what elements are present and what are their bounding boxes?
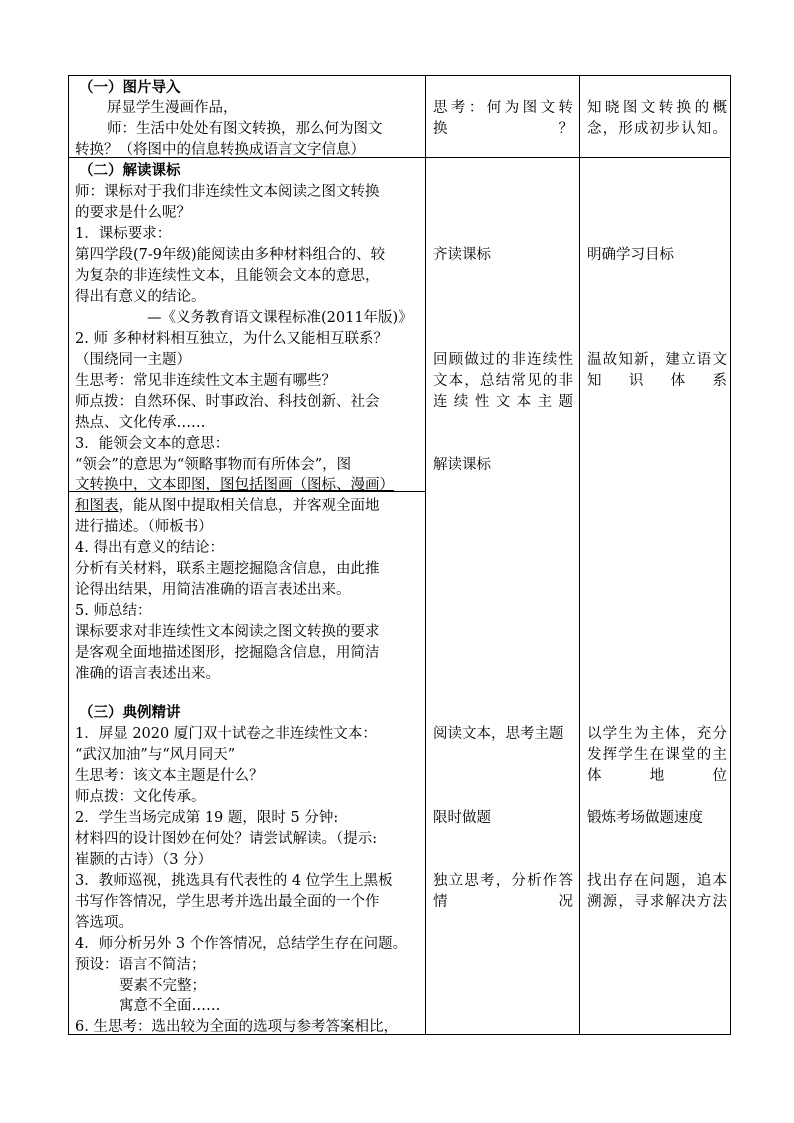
- section-heading: （一）图片导入: [79, 79, 181, 96]
- body-line: 4．师分析另外 3 个作答情况，总结学生存在问题。: [75, 936, 408, 952]
- student-activity: 独立思考，分析作答情况: [433, 873, 573, 910]
- body-line: 师：生活中处处有图文转换，那么何为图文: [107, 121, 383, 137]
- body-line: 为复杂的非连续性文本，且能领会文本的意思，: [75, 268, 380, 284]
- body-line: 屏显学生漫画作品，: [107, 100, 238, 116]
- design-intent: 知晓图文转换的概念，形成初步认知。: [587, 100, 727, 137]
- body-line: “领会”的意思为“领略事物而有所体会”，图: [75, 457, 352, 473]
- body-line: 3．教师巡视，挑选具有代表性的 4 位学生上黑板: [75, 873, 393, 889]
- body-line: 的要求是什么呢？: [75, 205, 191, 221]
- body-line: 4. 得出有意义的结论：: [75, 540, 224, 556]
- citation: —《义务教育语文课程标准(2011年版)》: [147, 310, 413, 326]
- body-line: 生思考：该文本主题是什么？: [75, 768, 264, 784]
- student-activity: 思考：何为图文转换？: [433, 100, 573, 137]
- body-line: 师：课标对于我们非连续性文本阅读之图文转换: [75, 184, 380, 200]
- underlined-text: 图包括图画（图标、漫画）: [220, 477, 394, 493]
- column-divider: [425, 76, 426, 1034]
- body-line: 寓意不全面……: [119, 998, 221, 1014]
- student-activity: 限时做题: [433, 810, 491, 826]
- body-line: 得出有意义的结论。: [75, 289, 206, 305]
- body-line: 1．屏显 2020 厦门双十试卷之非连续性文本：: [75, 726, 377, 742]
- body-line: 生思考：常见非连续性文本主题有哪些？: [75, 373, 336, 389]
- student-activity: 回顾做过的非连续性文本，总结常见的非连续性文本主题: [433, 352, 573, 410]
- column-divider: [579, 76, 580, 1034]
- underlined-text: 和图表: [75, 498, 119, 514]
- body-text: 文转换中，文本即图，: [75, 477, 220, 493]
- student-activity: 阅读文本，思考主题: [433, 726, 564, 742]
- design-intent: 温故知新，建立语文知识体系: [587, 352, 727, 389]
- body-line: 课标要求对非连续性文本阅读之图文转换的要求: [75, 624, 380, 640]
- body-line: 2. 师 多种材料相互独立，为什么又能相互联系？: [75, 331, 389, 347]
- body-line: 6. 生思考：选出较为全面的选项与参考答案相比，: [75, 1019, 398, 1035]
- body-line: 3．能领会文本的意思：: [75, 436, 230, 452]
- body-line: 是客观全面地描述图形，挖掘隐含信息，用简洁: [75, 645, 380, 661]
- body-text: ，能从图中提取相关信息，并客观全面地: [118, 498, 380, 514]
- design-intent: 锻炼考场做题速度: [587, 810, 703, 826]
- body-line: 转换？（将图中的信息转换成语言文字信息）: [75, 142, 365, 158]
- body-line: 师点拨：文化传承。: [75, 789, 206, 805]
- student-activity: 解读课标: [433, 457, 491, 473]
- body-line: 材料四的设计图妙在何处？请尝试解读。（提示:: [75, 831, 378, 847]
- body-line: 第四学段(7-9年级)能阅读由多种材料组合的、较: [75, 247, 386, 263]
- design-intent: 找出存在问题，追本溯源，寻求解决方法: [587, 873, 727, 910]
- body-line: 预设：语言不简洁；: [75, 957, 206, 973]
- design-intent: 以学生为主体，充分发挥学生在课堂的主体地位: [587, 726, 727, 784]
- section-heading: （三）典例精讲: [79, 704, 181, 721]
- body-line: 书写作答情况，学生思考并选出最全面的一个作: [75, 894, 380, 910]
- body-line: 师点拨：自然环保、时事政治、科技创新、社会: [75, 394, 380, 410]
- body-line: 崔颢的古诗）（3 分）: [75, 852, 213, 868]
- section-heading: （二）解读课标: [79, 162, 181, 179]
- body-line: [75, 475, 394, 496]
- body-line: 要素不完整；: [119, 978, 206, 994]
- student-activity: 齐读课标: [433, 247, 491, 263]
- body-line: （围绕同一主题）: [75, 352, 191, 368]
- design-intent: 明确学习目标: [587, 247, 674, 263]
- body-line: [75, 496, 380, 517]
- body-line: 进行描述。（师板书）: [75, 519, 213, 535]
- body-line: 准确的语言表述出来。: [75, 666, 220, 682]
- lesson-plan-table: [68, 75, 731, 1035]
- body-line: 1．课标要求：: [75, 226, 172, 242]
- body-line: 2．学生当场完成第 19 题，限时 5 分钟:: [75, 810, 339, 826]
- body-line: 答选项。: [75, 915, 133, 931]
- body-line: 5. 师总结：: [75, 603, 152, 619]
- body-line: 热点、文化传承……: [75, 415, 206, 431]
- body-line: “武汉加油”与“风月同天”: [75, 747, 236, 763]
- body-line: 分析有关材料，联系主题挖掘隐含信息，由此推: [75, 561, 380, 577]
- body-line: 论得出结果，用简洁准确的语言表述出来。: [75, 582, 351, 598]
